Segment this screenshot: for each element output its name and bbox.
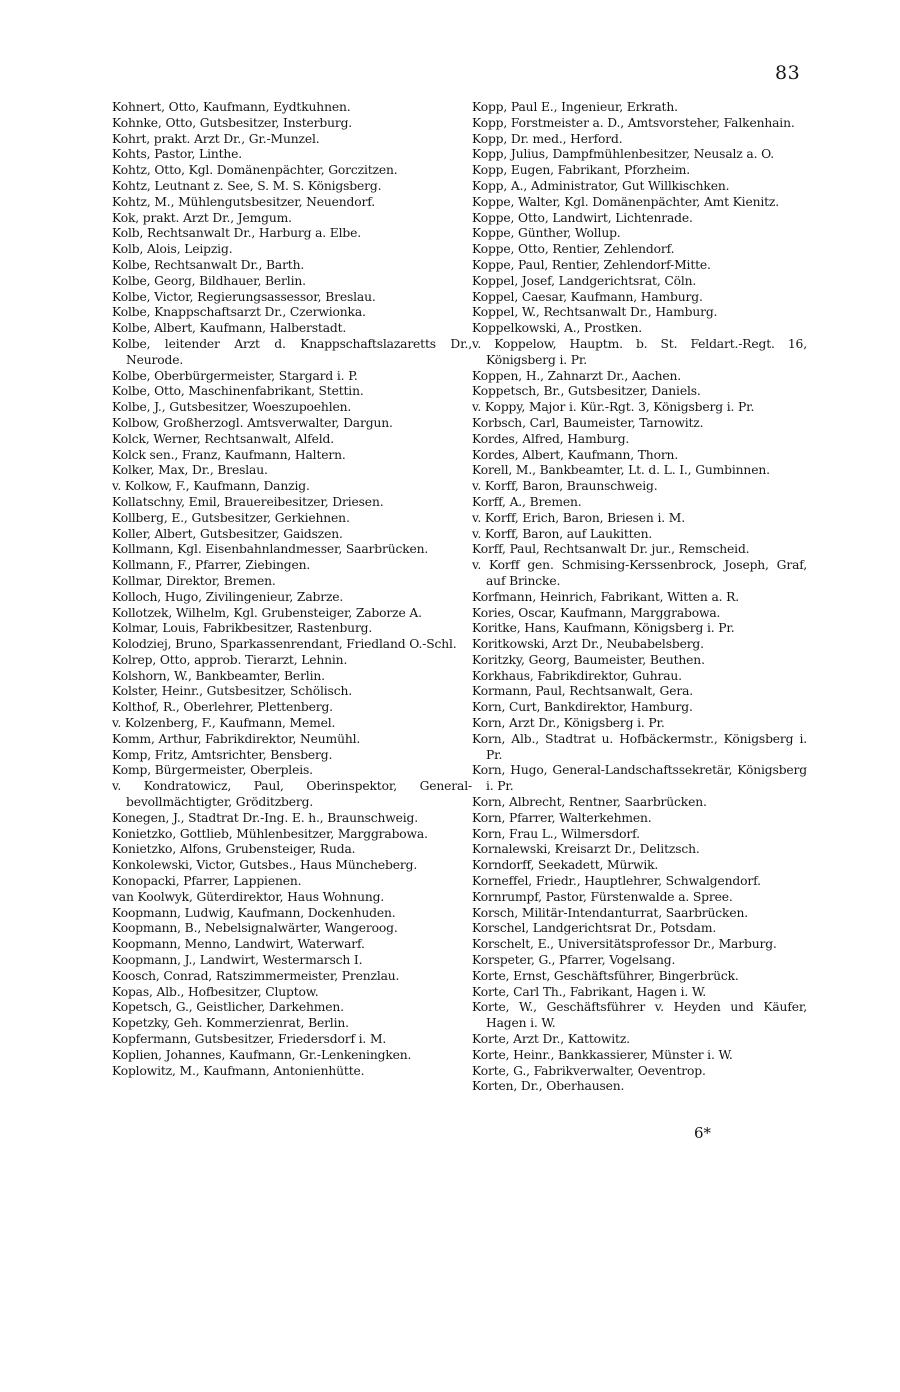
directory-entry: Kolmar, Louis, Fabrikbesitzer, Rastenburg. (112, 621, 373, 636)
directory-entry: Koller, Albert, Gutsbesitzer, Gaidszen. (112, 526, 343, 541)
directory-entry: Kolbe, Knappschaftsarzt Dr., Czerwionka. (112, 305, 366, 320)
directory-entry: Kohts, Pastor, Linthe. (112, 147, 243, 162)
directory-entry: Koritke, Hans, Kaufmann, Königsberg i. Pr. (472, 621, 735, 636)
directory-entry: Kolster, Heinr., Gutsbesitzer, Schölisch. (112, 684, 352, 699)
directory-entry: Korell, M., Bankbeamter, Lt. d. L. I., Gumbinnen. (472, 463, 770, 478)
left-column (112, 100, 472, 1079)
directory-entry: Korff, A., Bremen. (472, 494, 582, 509)
directory-entry: Kolrep, Otto, approb. Tierarzt, Lehnin. (112, 652, 348, 667)
directory-entry: Kopp, Eugen, Fabrikant, Pforzheim. (472, 163, 690, 178)
directory-entry: Korte, G., Fabrikverwalter, Oeventrop. (472, 1063, 706, 1078)
directory-entry: Kolbe, Otto, Maschinenfabrikant, Stettin. (112, 384, 364, 399)
right-column (472, 100, 807, 1095)
directory-entry: Kohrt, prakt. Arzt Dr., Gr.-Munzel. (112, 131, 320, 146)
directory-entry: Kornalewski, Kreisarzt Dr., Delitzsch. (472, 842, 700, 857)
directory-entry: Kopp, Dr. med., Herford. (472, 131, 623, 146)
directory-entry: Kolb, Alois, Leipzig. (112, 242, 233, 257)
directory-entry: Korte, Ernst, Geschäftsführer, Bingerbrück. (472, 968, 739, 983)
directory-entry: Kopfermann, Gutsbesitzer, Friedersdorf i. M. (112, 1032, 387, 1047)
directory-entry: Koopmann, B., Nebelsignalwärter, Wangeroog. (112, 921, 398, 936)
directory-entry: Komm, Arthur, Fabrikdirektor, Neumühl. (112, 731, 361, 746)
directory-entry: Korndorff, Seekadett, Mürwik. (472, 858, 659, 873)
directory-entry: Korn, Hugo, General-Landschaftssekretär, Königsberg i. Pr. (472, 763, 807, 794)
directory-entry: Kories, Oscar, Kaufmann, Marggrabowa. (472, 605, 721, 620)
directory-entry: v. Kondratowicz, Paul, Oberinspektor, General-bevollmächtigter, Gröditzberg. (112, 779, 472, 810)
directory-entry: Koplien, Johannes, Kaufmann, Gr.-Lenkeningken. (112, 1047, 412, 1062)
directory-entry: v. Korff, Baron, Braunschweig. (472, 479, 658, 494)
directory-entry: Kolck, Werner, Rechtsanwalt, Alfeld. (112, 431, 335, 446)
directory-entry: Kolloch, Hugo, Zivilingenieur, Zabrze. (112, 589, 344, 604)
directory-entry: v. Korff gen. Schmising-Kerssenbrock, Joseph, Graf, auf Brincke. (472, 558, 807, 588)
directory-entry: Korte, W., Geschäftsführer v. Heyden und Käufer, Hagen i. W. (472, 1000, 807, 1031)
directory-entry: Korff, Paul, Rechtsanwalt Dr. jur., Remscheid. (472, 542, 750, 557)
directory-entry: Kohtz, Otto, Kgl. Domänenpächter, Gorczitzen. (112, 163, 398, 178)
directory-entry: Kolbe, leitender Arzt d. Knappschaftslazaretts Dr., Neurode. (112, 336, 472, 367)
directory-entry: Korte, Heinr., Bankkassierer, Münster i. W. (472, 1047, 733, 1062)
directory-entry: Kolbe, Albert, Kaufmann, Halberstadt. (112, 321, 347, 336)
directory-entry: Korn, Curt, Bankdirektor, Hamburg. (472, 700, 693, 715)
directory-entry: Kollmann, F., Pfarrer, Ziebingen. (112, 558, 311, 573)
directory-entry: Kornrumpf, Pastor, Fürstenwalde a. Spree. (472, 889, 733, 904)
directory-entry: Kolck sen., Franz, Kaufmann, Haltern. (112, 447, 346, 462)
directory-entry: Kolbe, Victor, Regierungsassessor, Breslau. (112, 289, 376, 304)
directory-entry: Kohtz, Leutnant z. See, S. M. S. Königsberg. (112, 178, 382, 193)
directory-entry: Kopetsch, G., Geistlicher, Darkehmen. (112, 1000, 344, 1015)
directory-entry: Koopmann, Menno, Landwirt, Waterwarf. (112, 937, 365, 952)
directory-entry: Korten, Dr., Oberhausen. (472, 1079, 625, 1094)
directory-entry: Koppetsch, Br., Gutsbesitzer, Daniels. (472, 384, 701, 399)
directory-entry: Koppel, Josef, Landgerichtsrat, Cöln. (472, 273, 697, 288)
directory-entry: Kohtz, M., Mühlengutsbesitzer, Neuendorf. (112, 194, 375, 209)
directory-entry: Konkolewski, Victor, Gutsbes., Haus Müncheberg. (112, 858, 418, 873)
directory-entry: Koppelkowski, A., Prostken. (472, 321, 643, 336)
directory-entry: Kolbe, Oberbürgermeister, Stargard i. P. (112, 368, 358, 383)
directory-entry: Kolthof, R., Oberlehrer, Plettenberg. (112, 700, 333, 715)
directory-entry: Konietzko, Gottlieb, Mühlenbesitzer, Marggrabowa. (112, 826, 428, 841)
directory-entry: Kopp, A., Administrator, Gut Willkischken. (472, 178, 730, 193)
directory-entry: Kollotzek, Wilhelm, Kgl. Grubensteiger, Zaborze A. (112, 605, 422, 620)
directory-entry: Kopetzky, Geh. Kommerzienrat, Berlin. (112, 1016, 349, 1031)
directory-entry: Kollberg, E., Gutsbesitzer, Gerkiehnen. (112, 510, 350, 525)
directory-entry: v. Kolzenberg, F., Kaufmann, Memel. (112, 716, 336, 731)
directory-entry: Konietzko, Alfons, Grubensteiger, Ruda. (112, 842, 356, 857)
directory-entry: Koppen, H., Zahnarzt Dr., Aachen. (472, 368, 682, 383)
directory-entry: Koppel, W., Rechtsanwalt Dr., Hamburg. (472, 305, 718, 320)
directory-entry: Kopp, Paul E., Ingenieur, Erkrath. (472, 100, 678, 114)
directory-entry: Kolker, Max, Dr., Breslau. (112, 463, 268, 478)
directory-entry: Kordes, Albert, Kaufmann, Thorn. (472, 447, 679, 462)
directory-entry: Korschel, Landgerichtsrat Dr., Potsdam. (472, 921, 717, 936)
directory-entry: Kormann, Paul, Rechtsanwalt, Gera. (472, 684, 694, 699)
directory-entry: Kolb, Rechtsanwalt Dr., Harburg a. Elbe. (112, 226, 361, 241)
directory-entry: Kollmann, Kgl. Eisenbahnlandmesser, Saarbrücken. (112, 542, 429, 557)
directory-entry: Kollmar, Direktor, Bremen. (112, 573, 276, 588)
directory-entry: Kopas, Alb., Hofbesitzer, Cluptow. (112, 984, 319, 999)
directory-entry: Korn, Frau L., Wilmersdorf. (472, 826, 640, 841)
directory-entry: Koopmann, Ludwig, Kaufmann, Dockenhuden. (112, 905, 396, 920)
directory-entry: Kolbe, Georg, Bildhauer, Berlin. (112, 273, 306, 288)
directory-entry: Kopp, Julius, Dampfmühlenbesitzer, Neusalz a. O. (472, 147, 775, 162)
directory-entry: Komp, Bürgermeister, Oberpleis. (112, 763, 313, 778)
directory-entry: Kohnke, Otto, Gutsbesitzer, Insterburg. (112, 115, 353, 130)
directory-entry: Kolbe, Rechtsanwalt Dr., Barth. (112, 257, 305, 272)
directory-entry: Kohnert, Otto, Kaufmann, Eydtkuhnen. (112, 100, 351, 114)
directory-entry: Kopp, Forstmeister a. D., Amtsvorsteher, Falkenhain. (472, 115, 795, 130)
directory-entry: v. Korff, Erich, Baron, Briesen i. M. (472, 510, 685, 525)
directory-entry: Kolshorn, W., Bankbeamter, Berlin. (112, 668, 325, 683)
directory-entry: Koritkowski, Arzt Dr., Neubabelsberg. (472, 637, 704, 652)
directory-entry: Korspeter, G., Pfarrer, Vogelsang. (472, 953, 676, 968)
directory-entry: Kok, prakt. Arzt Dr., Jemgum. (112, 210, 292, 225)
directory-entry: Konopacki, Pfarrer, Lappienen. (112, 874, 302, 889)
directory-entry: v. Korff, Baron, auf Laukitten. (472, 526, 653, 541)
directory-entry: Korkhaus, Fabrikdirektor, Guhrau. (472, 668, 682, 683)
directory-entry: v. Koppy, Major i. Kür.-Rgt. 3, Königsberg i. Pr. (472, 400, 755, 415)
directory-entry: Korn, Pfarrer, Walterkehmen. (472, 810, 652, 825)
directory-entry: van Koolwyk, Güterdirektor, Haus Wohnung. (112, 889, 385, 904)
directory-entry: Koppe, Günther, Wollup. (472, 226, 621, 241)
directory-entry: Koppe, Otto, Rentier, Zehlendorf. (472, 242, 675, 257)
directory-entry: Komp, Fritz, Amtsrichter, Bensberg. (112, 747, 333, 762)
directory-entry: Korfmann, Heinrich, Fabrikant, Witten a. R. (472, 589, 740, 604)
directory-entry: Koppe, Paul, Rentier, Zehlendorf-Mitte. (472, 257, 711, 272)
directory-entry: v. Kolkow, F., Kaufmann, Danzig. (112, 479, 310, 494)
directory-entry: Koplowitz, M., Kaufmann, Antonienhütte. (112, 1063, 365, 1078)
directory-entry: Kordes, Alfred, Hamburg. (472, 431, 630, 446)
page-number: 83 (775, 62, 801, 84)
directory-entry: Korbsch, Carl, Baumeister, Tarnowitz. (472, 415, 704, 430)
directory-entry: Kolodziej, Bruno, Sparkassenrendant, Friedland O.-Schl. (112, 637, 457, 652)
directory-entry: v. Koppelow, Hauptm. b. St. Feldart.-Regt. 16, Königsberg i. Pr. (472, 336, 807, 367)
directory-entry: Konegen, J., Stadtrat Dr.-Ing. E. h., Braunschweig. (112, 810, 419, 825)
directory-entry: Koppe, Walter, Kgl. Domänenpächter, Amt Kienitz. (472, 194, 780, 209)
directory-entry: Kollatschny, Emil, Brauereibesitzer, Driesen. (112, 494, 384, 509)
directory-entry: Korte, Carl Th., Fabrikant, Hagen i. W. (472, 984, 706, 999)
directory-entry: Koopmann, J., Landwirt, Westermarsch I. (112, 953, 363, 968)
signature-mark: 6* (694, 1124, 712, 1142)
directory-entry: Korschelt, E., Universitätsprofessor Dr., Marburg. (472, 937, 777, 952)
directory-entry: Korn, Alb., Stadtrat u. Hofbäckermstr., Königsberg i. Pr. (472, 731, 807, 762)
directory-entry: Koppe, Otto, Landwirt, Lichtenrade. (472, 210, 693, 225)
directory-entry: Korn, Albrecht, Rentner, Saarbrücken. (472, 795, 707, 810)
directory-entry: Koritzky, Georg, Baumeister, Beuthen. (472, 652, 705, 667)
directory-entry: Kolbe, J., Gutsbesitzer, Woeszupoehlen. (112, 400, 352, 415)
directory-entry: Korte, Arzt Dr., Kattowitz. (472, 1032, 630, 1047)
directory-entry: Korn, Arzt Dr., Königsberg i. Pr. (472, 716, 665, 731)
directory-entry: Koosch, Conrad, Ratszimmermeister, Prenzlau. (112, 968, 400, 983)
directory-entry: Korsch, Militär-Intendanturrat, Saarbrücken. (472, 905, 748, 920)
directory-entry: Korneffel, Friedr., Hauptlehrer, Schwalgendorf. (472, 874, 761, 889)
directory-entry: Koppel, Caesar, Kaufmann, Hamburg. (472, 289, 703, 304)
directory-entry: Kolbow, Großherzogl. Amtsverwalter, Dargun. (112, 415, 393, 430)
